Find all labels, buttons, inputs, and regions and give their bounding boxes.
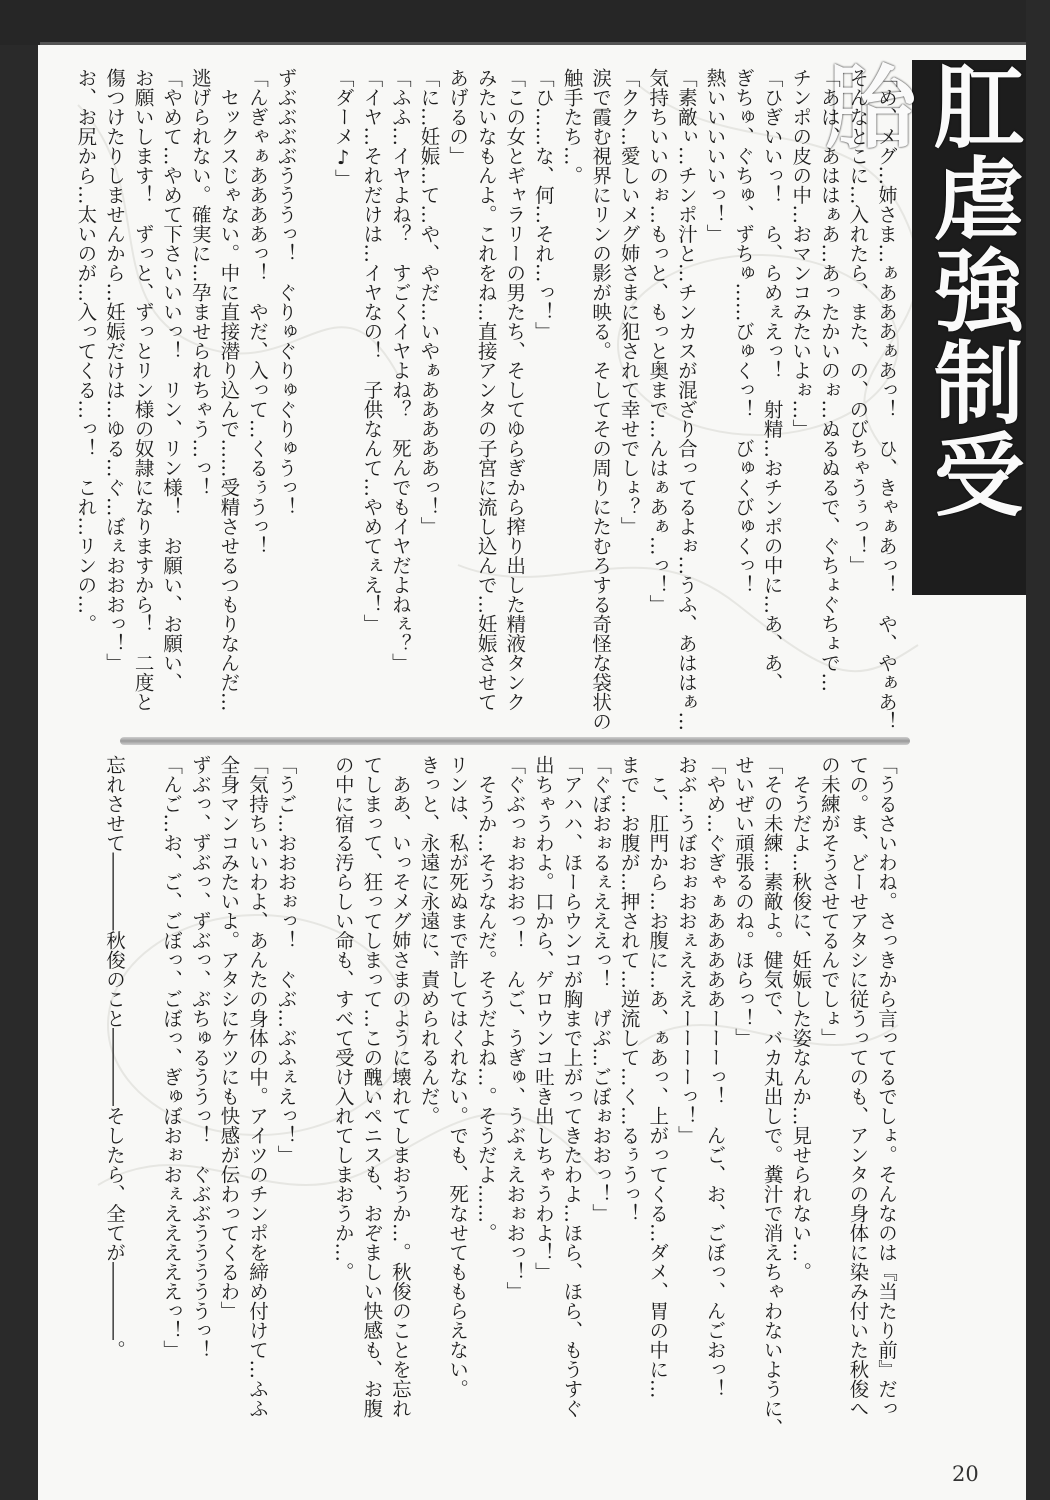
- text-line: 「んぎゃぁああああっ！ やだ、入って…くるぅうっ！: [245, 68, 269, 556]
- text-line: みたいなもんよ。これをね…直接アンタの子宮に流し込んで…妊娠させて: [474, 68, 498, 712]
- text-line: そうか…そうなんだ。そうだよね…。そうだよ……。: [474, 755, 498, 1243]
- text-line: 傷つけたりしませんから…妊娠だけは…ゆる…ぐ…ぼぇおおおっ！」: [102, 68, 126, 673]
- text-line: こ、肛門から…お腹に…あ、ぁあっ、上がってくる…ダメ、胃の中に…: [646, 755, 670, 1399]
- text-line: 涙で霞む視界にリンの影が映る。そしてその周りにたむろする奇怪な袋状の: [589, 68, 613, 731]
- text-line: せいぜい頑張るのね。ほらっ！」: [732, 755, 756, 1048]
- text-line: ぎちゅ、ぐちゅ、ずちゅ……びゅくっ！ びゅくびゅくっ！: [732, 68, 756, 595]
- text-line: ああ、いっそメグ姉さまのように壊れてしまおうか…。秋俊のことを忘れ: [388, 755, 412, 1418]
- section-divider: [120, 737, 910, 745]
- text-line: 「アハハ、ほーらウンコが胸まで上がってきたわよ…ほら、ほら、もうすぐ: [560, 755, 584, 1418]
- lower-text-block: [99, 755, 900, 1460]
- text-line: 「んご…お、ご、ごぼっ、ごぼっ、ぎゅぼおぉおぇえええええっ！」: [160, 755, 184, 1360]
- text-line: ずぶぶぶぶうううっ！ ぐりゅぐりゅぐりゅうっ！: [274, 68, 298, 517]
- text-line: 「やめ…ぐぎゃぁあああああーーーっ！ んご、お、ごぼっ、んごおっ！: [703, 755, 727, 1399]
- text-line: きっと、永遠に永遠に、責められるんだ。: [417, 755, 441, 1126]
- text-line: 「あは、あははぁあ…あったかいのぉ…ぬるぬるで、ぐちょぐちょで…: [817, 68, 841, 692]
- text-line: 「め、メグ…姉さま…ぁあああぁあっ！ ひ、きゃぁあっ！ や、やぁあ！: [875, 68, 898, 731]
- text-line: 「イヤ…それだけは…イヤなの！ 子供なんて…やめてぇえ！」: [360, 68, 384, 634]
- upper-text-block: [71, 68, 900, 731]
- text-line: の中に宿る汚らしい命も、すべて受け入れてしまおうか…。: [331, 755, 355, 1282]
- left-frame-edge: [0, 0, 38, 1500]
- text-line: 気持ちいいのぉ…もっと、もっと奥まで…んはぁあぁ…っ！」: [646, 68, 670, 614]
- text-line: 「ふふ…イヤよね？ すごくイヤよね？ 死んでもイヤだよねぇ？」: [388, 68, 412, 673]
- text-line: 「に…妊娠…て…や、やだ…いやぁあああああっ！」: [417, 68, 441, 536]
- text-line: [128, 755, 157, 1460]
- text-line: そうだよ…秋俊に、妊娠した姿なんか…見せられない…。: [789, 755, 813, 1282]
- text-line: 「素敵ぃ…チンポ汁と…チンカスが混ざり合ってるよぉ…うふ、あははぁ…: [674, 68, 698, 731]
- text-line: おぶ…うぼおぉおおぇえええーーーーっ！」: [674, 755, 698, 1145]
- text-line: 「気持ちいいわよ、あんたの身体の中。アイツのチンポを締め付けて…ふふ: [245, 755, 269, 1418]
- page-number: 20: [952, 1462, 979, 1486]
- text-line: そんなとこに…入れたら、また、の、のびちゃうぅっ！」: [846, 68, 870, 575]
- text-line: リンは、私が死ぬまで許してはくれない。でも、死なせてももらえない。: [446, 755, 470, 1399]
- text-line: 「この女とギャラリーの男たち、そしてゆらぎから搾り出した精液タンク: [503, 68, 527, 712]
- text-line: 忘れさせて――――秋俊のこと――――そしたら、全てが――――。: [102, 755, 126, 1360]
- text-line: セックスじゃない。中に直接潜り込んで……受精させるつもりなんだ…: [217, 68, 241, 712]
- text-line: [300, 68, 329, 728]
- text-line: 逃げられない。確実に…孕ませられちゃう…っ！: [188, 68, 212, 497]
- text-line: 「その未練…素敵よ。健気で、バカ丸出しで。糞汁で消えちゃわないように、: [760, 755, 784, 1438]
- text-line: 「やめて…やめて下さいいいっ！ リン、リン様！ お願い、お願い、: [160, 68, 184, 692]
- text-line: てしまって、狂ってしまって…この醜いペニスも、おぞましい快感も、お腹: [360, 755, 384, 1418]
- text-line: お願いします！ ずっと、ずっとリン様の奴隷になりますから！ 二度と: [131, 68, 155, 712]
- text-line: ずぶっ、ずぶっ、ずぶっ、ぶちゅるううっ！ ぐぶぶうううううっ！: [188, 755, 212, 1360]
- text-line: 「ひ……な、何…それ…っ！」: [531, 68, 555, 341]
- top-frame-edge: [0, 0, 1050, 45]
- text-line: 「ダーメ♪」: [331, 68, 355, 189]
- right-frame-edge: [1026, 0, 1050, 1500]
- text-line: 「クク…愛しいメグ姉さまに犯されて幸せでしょ？」: [617, 68, 641, 536]
- text-line: ての。ま、どーせアタシに従うってのも、アンタの身体に染み付いた秋俊へ: [846, 755, 870, 1418]
- text-line: 「うご…おおおぉっ！ ぐぶ…ぶふぇえっ！」: [274, 755, 298, 1165]
- text-line: [300, 755, 329, 1460]
- text-line: の未練がそうさせてるんでしょ」: [817, 755, 841, 1048]
- text-line: 熱いいいいいっ！」: [703, 68, 727, 244]
- text-line: 「ぐぶっぉおおおっ！ んご、うぎゅ、うぶぇえおぉおっ！」: [503, 755, 527, 1301]
- text-line: 出ちゃうわよ。口から、ゲロウンコ吐き出しちゃうわよ！」: [531, 755, 555, 1282]
- text-line: 「うるさいわね。さっきから言ってるでしょ。そんなのは『当たり前』だっ: [875, 755, 898, 1418]
- text-line: 全身マンコみたいよ。アタシにケツにも快感が伝わってくるわ」: [217, 755, 241, 1321]
- text-line: あげるの」: [446, 68, 470, 166]
- text-line: 「ひぎいいっ！ ら、らめぇえっ！ 射精…おチンポの中に…あ、あ、: [760, 68, 784, 692]
- text-line: お、お尻から…太いのが…入ってくる…っ！ これ…リンの…。: [74, 68, 98, 634]
- text-line: 「ぐぼおぉるぇえええっ！ げぶ…ごぼぉおおっ！」: [589, 755, 613, 1223]
- text-line: チンポの皮の中…おマンコみたいよぉ…」: [789, 68, 813, 439]
- text-line: まで…お腹が…押されて…逆流して…く…るぅうっ！: [617, 755, 641, 1223]
- text-line: 触手たち…。: [560, 68, 584, 185]
- story-title: 肛虐強制受胎: [810, 60, 1023, 520]
